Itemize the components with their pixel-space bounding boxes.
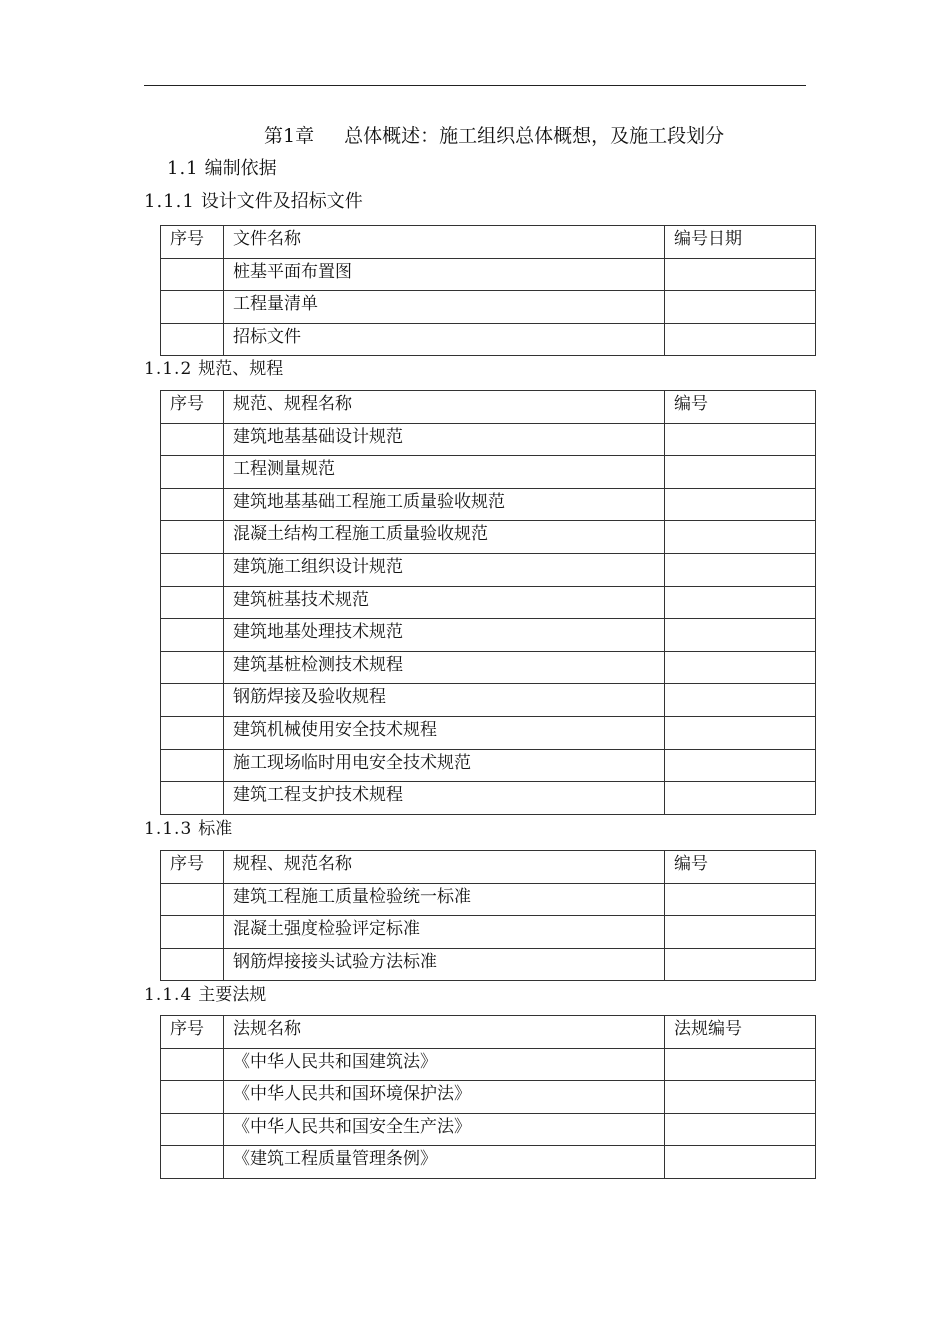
table-cell bbox=[665, 883, 816, 916]
table-cell: 《中华人民共和国安全生产法》 bbox=[224, 1113, 665, 1146]
table-cell: 建筑施工组织设计规范 bbox=[224, 553, 665, 586]
table-row bbox=[161, 456, 816, 489]
subsection-number: 1.1.2 bbox=[144, 359, 193, 379]
table-cell: 建筑地基基础设计规范 bbox=[224, 423, 665, 456]
table-row bbox=[161, 749, 816, 782]
table-row bbox=[161, 521, 816, 554]
table-row bbox=[161, 586, 816, 619]
table-cell: 钢筋焊接接头试验方法标准 bbox=[224, 948, 665, 981]
table-cell bbox=[161, 1146, 224, 1179]
design-documents-table bbox=[160, 225, 816, 356]
table-header-cell: 序号 bbox=[161, 391, 224, 424]
table-cell: 建筑工程施工质量检验统一标准 bbox=[224, 883, 665, 916]
table-row bbox=[161, 323, 816, 356]
standards-table bbox=[160, 850, 816, 981]
table-row bbox=[161, 883, 816, 916]
table-cell bbox=[161, 1113, 224, 1146]
subsection-number: 1.1.1 bbox=[144, 191, 195, 212]
subsection-title: 规范、规程 bbox=[198, 359, 284, 379]
table-row bbox=[161, 948, 816, 981]
table-cell: 《建筑工程质量管理条例》 bbox=[224, 1146, 665, 1179]
table-cell bbox=[665, 684, 816, 717]
table-cell bbox=[665, 553, 816, 586]
table-cell bbox=[665, 258, 816, 291]
table-cell bbox=[665, 619, 816, 652]
subsection-heading-1-1-4 bbox=[144, 982, 266, 1008]
table-row bbox=[161, 553, 816, 586]
table-cell: 《中华人民共和国建筑法》 bbox=[224, 1048, 665, 1081]
table-cell bbox=[161, 651, 224, 684]
table-cell bbox=[665, 1113, 816, 1146]
table-cell bbox=[665, 1146, 816, 1179]
table-row bbox=[161, 488, 816, 521]
table-cell: 建筑桩基技术规范 bbox=[224, 586, 665, 619]
table-row bbox=[161, 291, 816, 324]
header-rule bbox=[144, 85, 806, 86]
subsection-title: 标准 bbox=[198, 819, 233, 839]
table-row bbox=[161, 651, 816, 684]
table-cell bbox=[161, 619, 224, 652]
table-header-cell: 编号 bbox=[665, 851, 816, 884]
table-header-cell: 法规编号 bbox=[665, 1016, 816, 1049]
subsection-heading-1-1-3 bbox=[144, 816, 232, 842]
table-row bbox=[161, 1048, 816, 1081]
table-cell bbox=[161, 1081, 224, 1114]
table-cell bbox=[665, 456, 816, 489]
table-cell bbox=[161, 716, 224, 749]
table-row bbox=[161, 782, 816, 815]
table-cell bbox=[161, 948, 224, 981]
table-cell bbox=[161, 916, 224, 949]
table-cell bbox=[161, 1048, 224, 1081]
table-header-cell: 序号 bbox=[161, 1016, 224, 1049]
chapter-heading bbox=[264, 122, 724, 150]
table-cell: 《中华人民共和国环境保护法》 bbox=[224, 1081, 665, 1114]
section-number: 1.1 bbox=[167, 158, 199, 179]
table-cell bbox=[161, 586, 224, 619]
table-cell bbox=[665, 488, 816, 521]
subsection-heading-1-1-2 bbox=[144, 356, 283, 382]
subsection-heading-1-1-1 bbox=[144, 188, 363, 216]
table-cell bbox=[161, 553, 224, 586]
table-header-cell: 规范、规程名称 bbox=[224, 391, 665, 424]
table-cell bbox=[665, 782, 816, 815]
table-cell bbox=[161, 521, 224, 554]
table-row bbox=[161, 619, 816, 652]
table-header-cell: 文件名称 bbox=[224, 226, 665, 259]
table-row bbox=[161, 423, 816, 456]
table-cell bbox=[161, 488, 224, 521]
table-cell bbox=[161, 684, 224, 717]
table-row bbox=[161, 916, 816, 949]
table-row bbox=[161, 1146, 816, 1179]
table-row bbox=[161, 1081, 816, 1114]
table-cell: 建筑工程支护技术规程 bbox=[224, 782, 665, 815]
table-cell bbox=[161, 258, 224, 291]
table-cell bbox=[665, 1048, 816, 1081]
table-cell: 工程测量规范 bbox=[224, 456, 665, 489]
table-header-cell: 编号 bbox=[665, 391, 816, 424]
table-header-cell: 法规名称 bbox=[224, 1016, 665, 1049]
table-cell bbox=[665, 916, 816, 949]
codes-specifications-table bbox=[160, 390, 816, 815]
table-cell: 钢筋焊接及验收规程 bbox=[224, 684, 665, 717]
table-cell bbox=[665, 291, 816, 324]
regulations-table bbox=[160, 1015, 816, 1179]
chapter-number: 第1章 bbox=[264, 125, 315, 147]
table-cell bbox=[665, 716, 816, 749]
table-cell: 建筑地基处理技术规范 bbox=[224, 619, 665, 652]
table-cell bbox=[161, 456, 224, 489]
table-row bbox=[161, 258, 816, 291]
table-cell bbox=[665, 1081, 816, 1114]
table-cell: 建筑机械使用安全技术规程 bbox=[224, 716, 665, 749]
table-row bbox=[161, 684, 816, 717]
table-cell bbox=[161, 749, 224, 782]
table-cell: 施工现场临时用电安全技术规范 bbox=[224, 749, 665, 782]
table-cell: 招标文件 bbox=[224, 323, 665, 356]
table-header-cell: 序号 bbox=[161, 226, 224, 259]
table-cell: 桩基平面布置图 bbox=[224, 258, 665, 291]
section-heading-1-1 bbox=[167, 155, 277, 183]
table-cell bbox=[161, 323, 224, 356]
table-cell bbox=[161, 291, 224, 324]
subsection-number: 1.1.3 bbox=[144, 819, 193, 839]
table-cell: 建筑地基基础工程施工质量验收规范 bbox=[224, 488, 665, 521]
table-cell: 建筑基桩检测技术规程 bbox=[224, 651, 665, 684]
subsection-title: 设计文件及招标文件 bbox=[200, 191, 363, 212]
table-header-row bbox=[161, 1016, 816, 1049]
table-cell: 混凝土强度检验评定标准 bbox=[224, 916, 665, 949]
table-cell bbox=[161, 883, 224, 916]
subsection-title: 主要法规 bbox=[198, 985, 267, 1005]
table-cell bbox=[665, 749, 816, 782]
table-header-cell: 规程、规范名称 bbox=[224, 851, 665, 884]
table-cell bbox=[665, 521, 816, 554]
table-cell bbox=[161, 782, 224, 815]
chapter-title-text: 总体概述：施工组织总体概想，及施工段划分 bbox=[344, 125, 725, 147]
table-row bbox=[161, 716, 816, 749]
table-cell bbox=[665, 323, 816, 356]
table-row bbox=[161, 1113, 816, 1146]
table-cell bbox=[665, 651, 816, 684]
table-cell bbox=[665, 948, 816, 981]
table-header-row bbox=[161, 851, 816, 884]
table-cell: 工程量清单 bbox=[224, 291, 665, 324]
table-cell bbox=[665, 423, 816, 456]
table-header-row bbox=[161, 226, 816, 259]
table-cell bbox=[161, 423, 224, 456]
table-cell: 混凝土结构工程施工质量验收规范 bbox=[224, 521, 665, 554]
table-header-cell: 序号 bbox=[161, 851, 224, 884]
subsection-number: 1.1.4 bbox=[144, 985, 193, 1005]
table-header-cell: 编号日期 bbox=[665, 226, 816, 259]
table-cell bbox=[665, 586, 816, 619]
section-title: 编制依据 bbox=[204, 158, 277, 179]
table-header-row bbox=[161, 391, 816, 424]
